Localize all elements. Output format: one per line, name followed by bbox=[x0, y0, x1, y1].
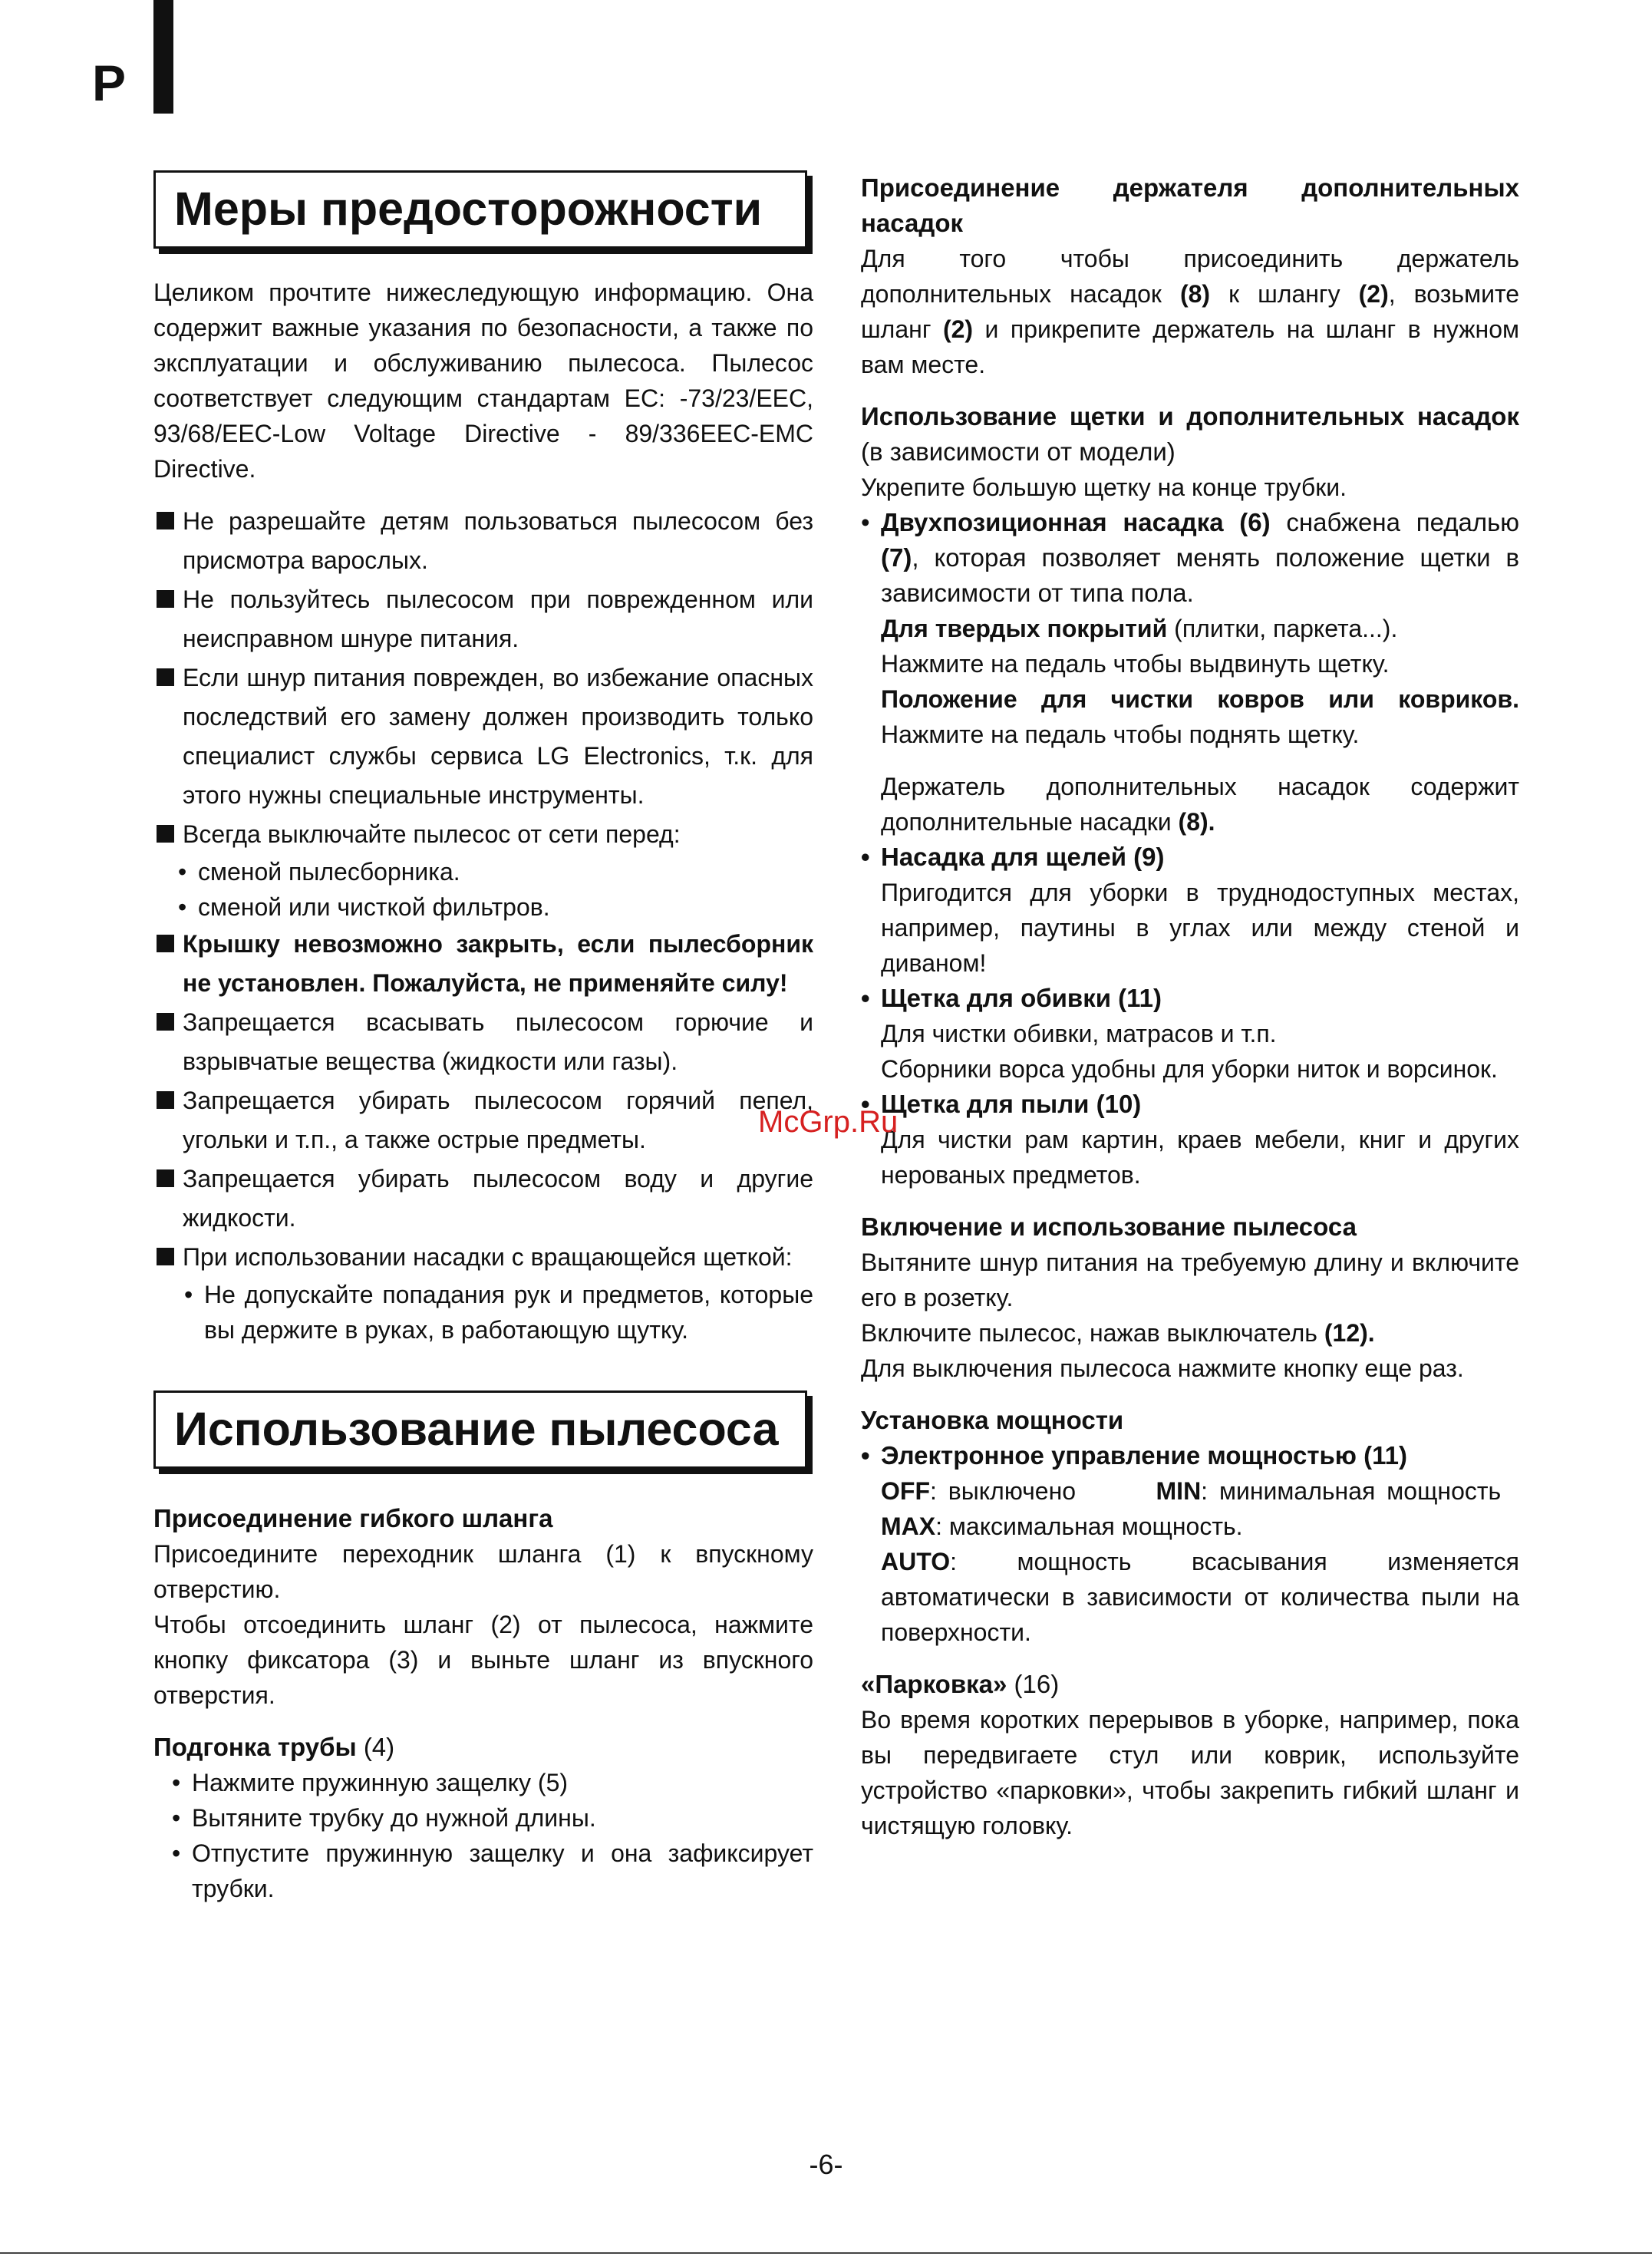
ref-number: (16) bbox=[1014, 1670, 1060, 1698]
ref-number: (12). bbox=[1324, 1319, 1375, 1347]
text-span: Нажмите на педаль чтобы поднять щетку. bbox=[881, 721, 1360, 748]
power-on-heading: Включение и использование пылесоса bbox=[861, 1212, 1357, 1241]
tube-heading bbox=[153, 1730, 813, 1765]
text-span: , которая позволяет менять положение щетки в зависимости от типа пола. bbox=[881, 543, 1519, 607]
power-on-text: Вытяните шнур питания на требуемую длину и включите его в розетку. bbox=[861, 1249, 1519, 1311]
holder-heading: Присоединение держателя дополнительных насадок bbox=[861, 173, 1519, 237]
tube-heading-text: Подгонка трубы bbox=[153, 1733, 357, 1762]
warning-item: При использовании насадки с вращающейся щеткой: bbox=[153, 1238, 813, 1277]
upholstery-text: Сборники ворса удобны для уборки ниток и ворсинок. bbox=[881, 1055, 1498, 1083]
holder-text bbox=[861, 241, 1519, 382]
auto-mode bbox=[861, 1544, 1519, 1650]
warning-item: Не разрешайте детям пользоваться пылесосом без присмотра варослых. bbox=[153, 502, 813, 580]
tube-step: • Вытяните трубку до нужной длины. bbox=[170, 1800, 813, 1836]
carpet bbox=[861, 681, 1519, 752]
max-key: MAX bbox=[881, 1513, 936, 1540]
dust-brush-text: Для чистки рам картин, краев мебели, книг и других нерованых предметов. bbox=[881, 1126, 1519, 1189]
max-value: : максимальная мощность. bbox=[935, 1513, 1243, 1540]
auto-key: AUTO bbox=[881, 1548, 951, 1575]
carpet-title: Положение для чистки ковров или ковриков. bbox=[881, 685, 1519, 713]
hose-heading: Присоединение гибкого шланга bbox=[153, 1504, 553, 1533]
ref-number: (7) bbox=[881, 543, 912, 572]
auto-value: : мощность всасывания изменяется автоматически в зависимости от количества пыли на поверхности. bbox=[881, 1548, 1519, 1646]
warning-item-bold: Крышку невозможно закрыть, если пылесборник не установлен. Пожалуйста, не применяйте силу! bbox=[153, 925, 813, 1003]
hard-floor-title: Для твердых покрытий bbox=[881, 615, 1168, 642]
hard-floor-text: Нажмите на педаль чтобы выдвинуть щетку. bbox=[881, 650, 1390, 678]
title-usage: Использование пылесоса bbox=[153, 1390, 807, 1469]
power-modes bbox=[861, 1473, 1519, 1544]
text-span: Для того чтобы присоединить держатель дополнительных насадок bbox=[861, 245, 1519, 308]
dual-nozzle bbox=[861, 505, 1519, 611]
text-span: Включите пылесос, нажав выключатель bbox=[861, 1319, 1317, 1347]
dual-nozzle-title: Двухпозиционная насадка bbox=[881, 508, 1224, 536]
page-number: -6- bbox=[809, 2149, 843, 2180]
parking-text: Во время коротких перерывов в уборке, например, пока вы передвигаете стул или коврик, используйте устройство «парковки», чтобы закрепить гибкий шланг и чистящую головку. bbox=[861, 1706, 1519, 1839]
tube-step: • Отпустите пружинную защелку и она зафиксирует трубки. bbox=[170, 1836, 813, 1906]
hose-text: Чтобы отсоединить шланг (2) от пылесоса, нажмите кнопку фиксатора (3) и выньте шланг из впускного отверстия. bbox=[153, 1611, 813, 1710]
warning-item: Запрещается убирать пылесосом воду и другие жидкости. bbox=[153, 1160, 813, 1238]
watermark: McGrp.Ru bbox=[758, 1105, 899, 1139]
parking-title: «Парковка» bbox=[861, 1670, 1007, 1698]
min-value: : минимальная мощность bbox=[1201, 1477, 1502, 1505]
sub-item: • сменой или чисткой фильтров. bbox=[176, 889, 813, 925]
brush-heading-text: Использование щетки и дополнительных насадок bbox=[861, 402, 1519, 430]
warning-item: Если шнур питания поврежден, во избежание опасных последствий его замену должен производить только специалист службы сервиса LG Electronics, т.к. для этого нужны специальные инструменты. bbox=[153, 658, 813, 815]
power-on-text: Для выключения пылесоса нажмите кнопку еще раз. bbox=[861, 1354, 1464, 1382]
ref-number: (6) bbox=[1239, 508, 1271, 536]
ref-number: (8) bbox=[1179, 280, 1211, 308]
hard-floor bbox=[861, 611, 1519, 646]
tube-heading-num: (4) bbox=[363, 1733, 395, 1762]
ref-number: (2) bbox=[942, 315, 974, 343]
upholstery-text: Для чистки обивки, матрасов и т.п. bbox=[881, 1020, 1277, 1047]
brush-heading-note: (в зависимости от модели) bbox=[861, 437, 1176, 466]
electronic-control: • Электронное управление мощностью (11) bbox=[861, 1438, 1519, 1473]
accessory-holder-text bbox=[861, 769, 1519, 840]
bottom-divider bbox=[0, 2252, 1652, 2254]
text-span: (плитки, паркета...). bbox=[1174, 615, 1398, 642]
brush-text: Укрепите большую щетку на конце трубки. bbox=[861, 473, 1347, 501]
text-span: , возьмите шланг bbox=[861, 280, 1520, 343]
power-on-text bbox=[861, 1315, 1519, 1351]
tube-step: • Нажмите пружинную защелку (5) bbox=[170, 1765, 813, 1800]
right-column bbox=[861, 170, 1519, 1843]
language-marker: P bbox=[92, 54, 127, 111]
text-span: снабжена педалью bbox=[1286, 508, 1520, 536]
off-value: : выключено bbox=[929, 1477, 1077, 1505]
ref-number: (8). bbox=[1178, 808, 1215, 836]
text-span: к шлангу bbox=[1228, 280, 1340, 308]
warning-item: Запрещается всасывать пылесосом горючие и взрывчатые вещества (жидкости или газы). bbox=[153, 1003, 813, 1081]
intro-paragraph: Целиком прочтите нижеследующую информацию. Она содержит важные указания по безопасности, а также по эксплуатации и обслуживанию пылесоса. Пылесос соответствует следующим стандартам ЕС: -73/23/EEC, 93/68/EEC-Low Voltage Directive - 89/336EEC-EMC Directive. bbox=[153, 279, 813, 483]
warning-item: Всегда выключайте пылесос от сети перед: bbox=[153, 815, 813, 854]
min-key: MIN bbox=[1156, 1477, 1202, 1505]
left-column bbox=[153, 170, 813, 1906]
title-precautions: Меры предосторожности bbox=[153, 170, 807, 249]
ref-number: (2) bbox=[1358, 280, 1389, 308]
warning-item: Не пользуйтесь пылесосом при поврежденном или неисправном шнуре питания. bbox=[153, 580, 813, 658]
upholstery-heading: • Щетка для обивки (11) bbox=[861, 981, 1519, 1016]
text-span: Держатель дополнительных насадок содержит дополнительные насадки bbox=[881, 773, 1519, 836]
header-bar bbox=[153, 0, 173, 114]
warning-item: Запрещается убирать пылесосом горячий пепел, угольки и т.п., а также острые предметы. bbox=[153, 1081, 813, 1160]
sub-item: • Не допускайте попадания рук и предметов, которые вы держите в руках, в работающую щутку. bbox=[183, 1277, 813, 1348]
brush-heading bbox=[861, 399, 1519, 470]
sub-item: • сменой пылесборника. bbox=[176, 854, 813, 889]
text-span: и прикрепите держатель на шланг в нужном вам месте. bbox=[861, 315, 1520, 378]
power-setting-heading: Установка мощности bbox=[861, 1406, 1124, 1434]
hose-text: Присоедините переходник шланга (1) к впускному отверстию. bbox=[153, 1540, 813, 1604]
parking-heading bbox=[861, 1667, 1519, 1702]
dust-brush-heading: • Щетка для пыли (10) bbox=[861, 1087, 1519, 1122]
crevice-heading: • Насадка для щелей (9) bbox=[861, 840, 1519, 875]
off-key: OFF bbox=[881, 1477, 930, 1505]
crevice-text: Пригодится для уборки в труднодоступных местах, например, паутины в углах или между стеной и диваном! bbox=[881, 879, 1519, 977]
